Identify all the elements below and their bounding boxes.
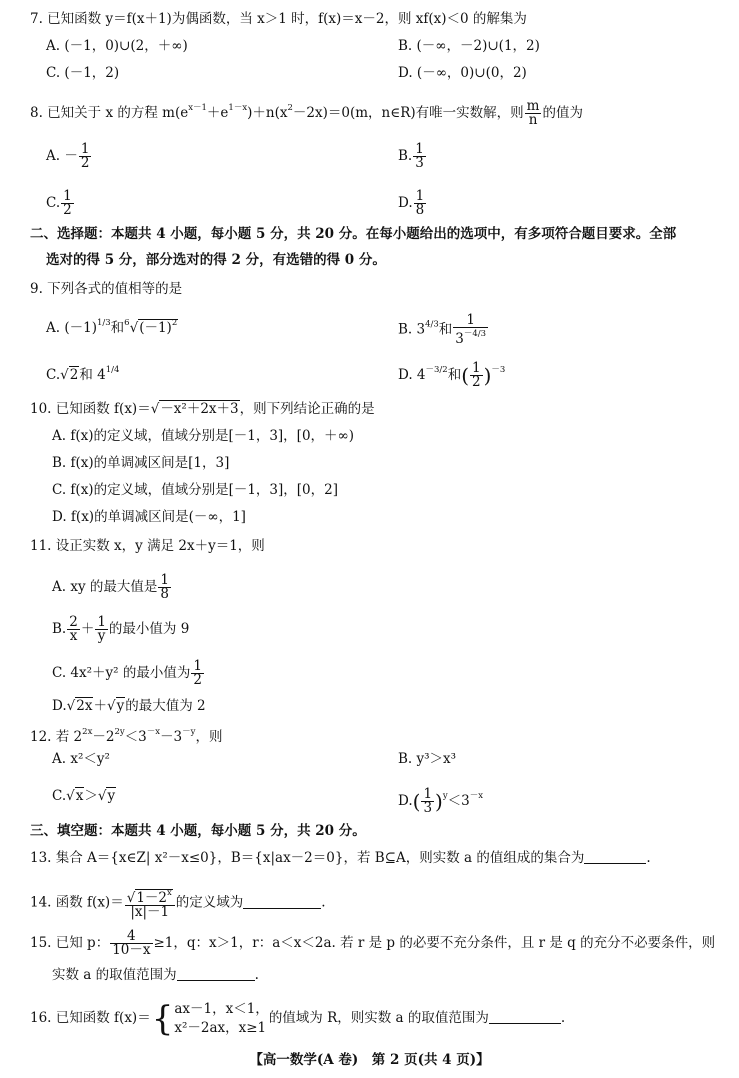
q9-option-a: A. $(-1)^{1/3}$和$^6√(-1)^2$ [46, 318, 178, 336]
q9-stem: 9. 下列各式的值相等的是 [30, 281, 183, 297]
q16-piecewise: ax－1，x＜1， x²－2ax，x≥1 [174, 1000, 269, 1036]
section-2-heading-line2: 选对的得 5 分，部分选对的得 2 分，有选错的得 0 分。 [46, 252, 386, 268]
q11-stem: 11. 设正实数 x，y 满足 2x＋y＝1，则 [30, 538, 265, 554]
q7-option-a: A. (－1，0)∪(2，＋∞) [46, 38, 188, 54]
q11-option-d: D.√2x＋√y的最大值为 2 [52, 698, 206, 714]
q7-option-c: C. (－1，2) [46, 65, 120, 81]
section-2-heading-line1: 二、选择题：本题共 4 小题，每小题 5 分，共 20 分。在每小题给出的选项中，有多项符合题目要求。全部 [30, 226, 677, 242]
q11-option-a: A. xy 的最大值是 $\frac{1}{8}$ [52, 572, 169, 602]
q10-option-d: D. f(x)的单调减区间是(－∞，1] [52, 509, 246, 525]
q8-stem: 8. 已知关于 x 的方程 $m(e^{x-1}+e^{1-x})+n(x^2-2x)=0(m$，n∈R)有唯一实数解，则 $\frac{m}{n}$ 的值为 [30, 98, 583, 128]
q11-option-c: C. 4x²＋y² 的最小值为 $\frac{1}{2}$ [52, 658, 202, 688]
q12-option-c: C.√x＞√y [52, 788, 116, 804]
q13-answer-blank[interactable] [584, 849, 646, 864]
q15-line1: 15. 已知 p： $\frac{4}{10-x}$ ≥1，q：x＞1，r：a＜x＜2a. 若 r 是 p 的必要不充分条件，且 r 是 q 的充分不必要条件，则 [30, 928, 716, 958]
q12-stem: 12. 若 $2^{2x}-2^{2y}<3^{-x}-3^{-y}$，则 [30, 727, 223, 745]
q14-stem: 14. 函数 f(x)＝ $\frac{√1-2^x}{|x|-1}$ 的定义域为 . [30, 888, 326, 920]
q12-option-b: B. y³＞x³ [398, 751, 457, 767]
q7-option-d: D. (－∞，0)∪(0，2) [398, 65, 527, 81]
page-footer: 【高一数学(A 卷) 第 2 页(共 4 页)】 [249, 1052, 490, 1068]
q10-option-b: B. f(x)的单调减区间是[1，3] [52, 455, 230, 471]
q8-option-a: A. － $\frac{1}{2}$ [46, 141, 90, 171]
q9-option-d: D. $4^{-3/2}$和( $\frac{1}{2}$ )$^{-3}$ [398, 360, 506, 390]
q7-option-b: B. (－∞，－2)∪(1，2) [398, 38, 540, 54]
q7-stem: 7. 已知函数 y＝f(x＋1)为偶函数，当 x＞1 时，f(x)＝x－2，则 xf(x)＜0 的解集为 [30, 11, 527, 27]
q8-fraction-m-over-n: $\frac{m}{n}$ [526, 98, 540, 128]
section-3-heading: 三、填空题：本题共 4 小题，每小题 5 分，共 20 分。 [30, 823, 366, 839]
q8-option-d: D. $\frac{1}{8}$ [398, 188, 425, 218]
q14-fraction: $\frac{√1-2^x}{|x|-1}$ [125, 887, 175, 919]
q9-option-c: C.√2和 $4^{1/4}$ [46, 365, 120, 383]
q16-answer-blank[interactable] [489, 1009, 561, 1024]
q8-option-c: C. $\frac{1}{2}$ [46, 188, 72, 218]
q10-option-c: C. f(x)的定义域，值域分别是[－1，3]，[0，2] [52, 482, 338, 498]
q8-option-b: B. $\frac{1}{3}$ [398, 141, 424, 171]
q11-option-b: B. $\frac{2}{x}$ ＋ $\frac{1}{y}$ 的最小值为 9 [52, 614, 190, 644]
q14-answer-blank[interactable] [243, 894, 321, 909]
q12-option-a: A. x²＜y² [52, 751, 110, 767]
q10-option-a: A. f(x)的定义域，值域分别是[－1，3]，[0，＋∞) [52, 428, 355, 444]
q12-option-d: D.( $\frac{1}{3}$ )$^y<3^{-x}$ [398, 786, 484, 816]
q10-stem: 10. 已知函数 f(x)＝√－x²＋2x＋3，则下列结论正确的是 [30, 401, 375, 417]
q13-stem: 13. 集合 A＝{x∈Z| x²－x≤0}，B＝{x|ax－2＝0}，若 B⊆A，则实数 a 的值组成的集合为 . [30, 850, 651, 866]
q9-option-b: B. $3^{4/3}$和 $\frac{1}{3^{-4/3}}$ [398, 312, 487, 347]
q16-stem: 16. 已知函数 f(x)＝{ ax－1，x＜1， x²－2ax，x≥1 的值域为 R，则实数 a 的取值范围为 . [30, 998, 566, 1039]
q15-answer-blank[interactable] [177, 966, 255, 981]
q15-line2: 实数 a 的取值范围为 . [52, 967, 259, 983]
